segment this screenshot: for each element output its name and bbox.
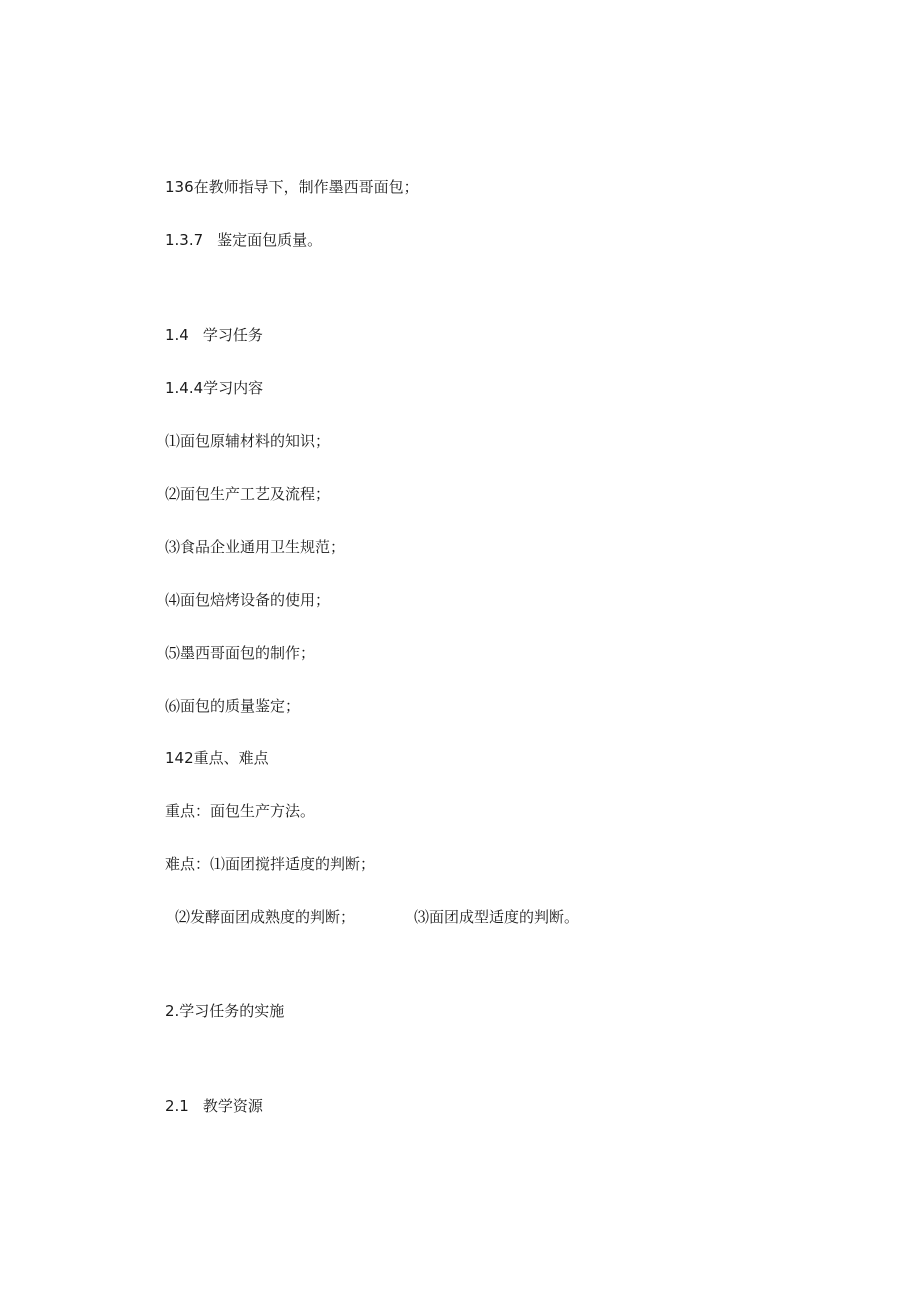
difficulty-item-3: ⑶面团成型适度的判断。 [414, 908, 580, 926]
section-text: 鉴定面包质量。 [217, 231, 323, 249]
list-item: ⑸墨西哥面包的制作； [165, 644, 316, 662]
section-title: 教学资源 [202, 1097, 263, 1115]
heading-1-4-2: 142重点、难点 [165, 749, 269, 767]
section-number: 1.4 [165, 326, 189, 344]
list-item: ⑵面包生产工艺及流程； [165, 485, 331, 503]
difficulty-line-2 [175, 907, 355, 927]
list-item: ⑹面包的质量鉴定； [165, 697, 301, 715]
key-point-line: 重点：面包生产方法。 [165, 802, 316, 820]
section-number: 1.3.7 [165, 231, 204, 249]
section-title: 学习任务 [202, 326, 263, 344]
difficulty-item-2: ⑵发酵面团成熟度的判断； [175, 908, 356, 926]
heading-2: 2.学习任务的实施 [165, 1002, 285, 1020]
list-item: ⑴面包原辅材料的知识； [165, 432, 331, 450]
text-line-1-3-7 [165, 230, 322, 250]
heading-1-4-4: 1.4.4学习内容 [165, 379, 264, 397]
list-item: ⑶食品企业通用卫生规范； [165, 538, 346, 556]
text-line-1-3-6: 136在教师指导下，制作墨西哥面包； [165, 178, 419, 196]
heading-2-1 [165, 1096, 263, 1116]
difficulty-line: 难点：⑴面团搅拌适度的判断； [165, 855, 376, 873]
heading-1-4 [165, 325, 263, 345]
section-number: 2.1 [165, 1097, 189, 1115]
list-item: ⑷面包焙烤设备的使用； [165, 591, 331, 609]
